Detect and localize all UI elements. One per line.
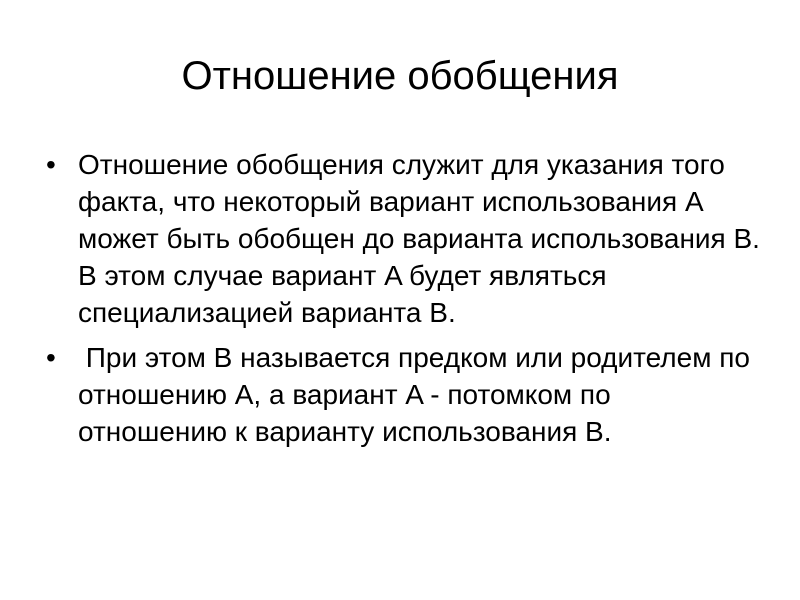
bullet-text: При этом B называется предком или родителем по отношению A, а вариант A - потомком по отношению к варианту использования B. bbox=[78, 342, 758, 447]
bullet-list bbox=[40, 146, 768, 458]
slide-title: Отношение обобщения bbox=[181, 54, 619, 98]
bullet-text: Отношение обобщения служит для указания того факта, что некоторый вариант использования A может быть обобщен до варианта использования B. В этом случае вариант A будет являться специализацией варианта B. bbox=[78, 149, 768, 328]
bullet-item bbox=[40, 339, 760, 450]
bullet-icon: • bbox=[46, 149, 56, 180]
bullet-icon: • bbox=[46, 342, 56, 373]
bullet-item bbox=[40, 146, 768, 331]
